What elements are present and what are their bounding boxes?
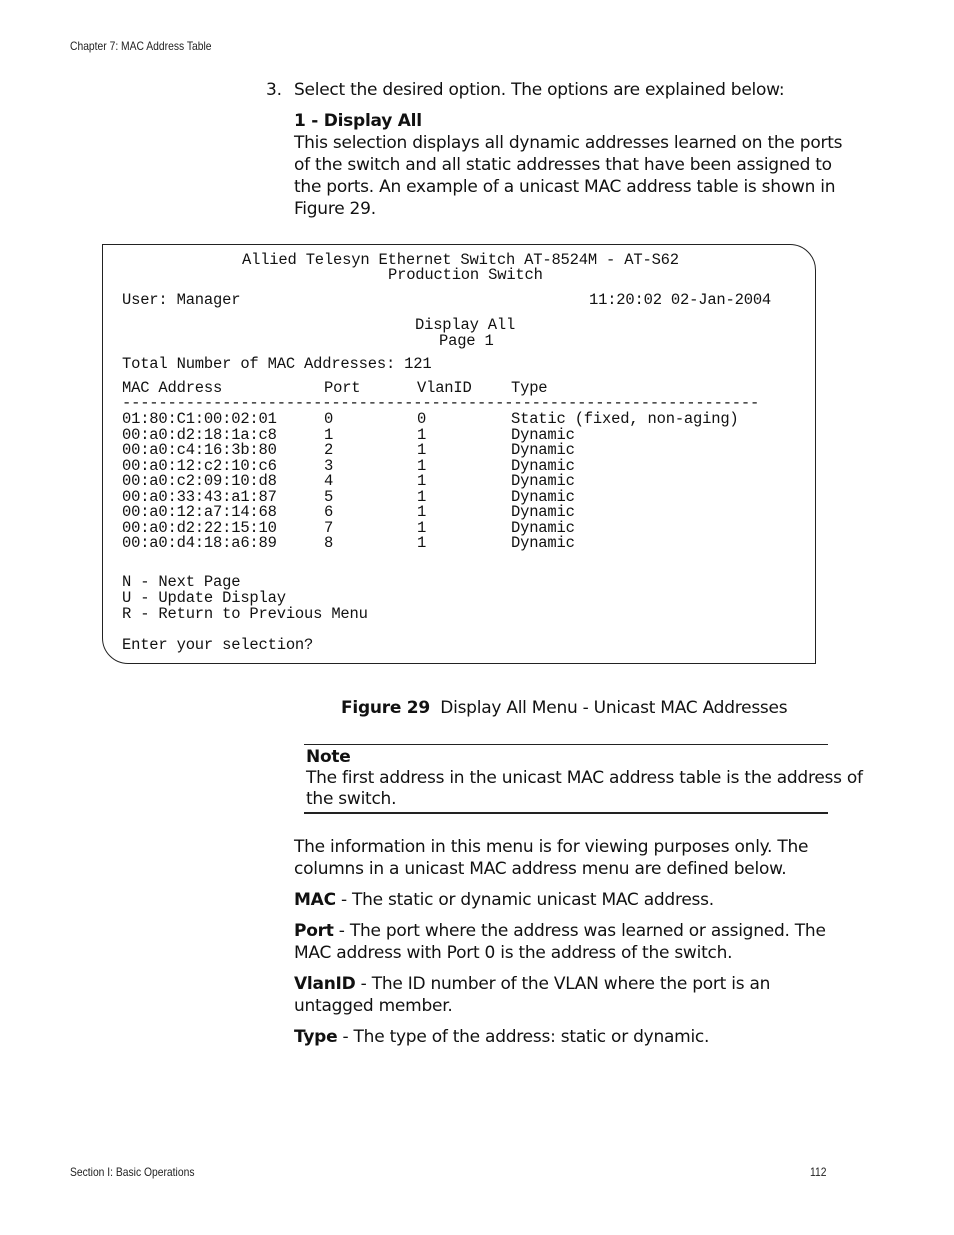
definition-desc: - The ID number of the VLAN where the port is an: [355, 974, 771, 994]
cell-vlan: 1: [417, 472, 427, 490]
terminal-menu-title: Display All: [415, 316, 516, 334]
cell-type: Dynamic: [511, 503, 575, 521]
cell-vlan: 1: [417, 487, 427, 506]
definitions-intro-line: The information in this menu is for viewing purposes only. The: [294, 837, 809, 857]
cell-port: 8: [324, 534, 334, 552]
cell-mac: 00:a0:12:c2:10:c6: [122, 456, 277, 475]
cell-port: 2: [324, 441, 334, 459]
cell-mac: 00:a0:d4:18:a6:89: [122, 534, 277, 552]
cell-type: Dynamic: [511, 472, 575, 490]
option-desc-line: the ports. An example of a unicast MAC address table is shown in: [294, 177, 836, 197]
note-text-line: The first address in the unicast MAC address table is the address of: [306, 768, 863, 788]
option-desc-line: This selection displays all dynamic addresses learned on the ports: [294, 133, 843, 153]
figure-label: Figure 29: [341, 698, 430, 718]
note-title: Note: [306, 747, 351, 767]
option-desc-line: of the switch and all static addresses that have been assigned to: [294, 155, 832, 175]
definition-desc: - The port where the address was learned or assigned. The: [333, 921, 826, 941]
cell-type: Dynamic: [511, 487, 575, 506]
cell-vlan: 1: [417, 503, 427, 521]
definition-type: [294, 1026, 709, 1048]
terminal-option: U - Update Display: [122, 589, 286, 607]
definition-term: Port: [294, 921, 334, 941]
cell-type: Dynamic: [511, 456, 575, 475]
definition-desc-line: untagged member.: [294, 996, 453, 1016]
terminal-separator: ----------------------------------------------------------------------: [122, 396, 760, 412]
cell-port: 6: [324, 503, 334, 521]
figure-caption-text: Display All Menu - Unicast MAC Addresses: [440, 698, 788, 718]
cell-port: 1: [324, 425, 334, 444]
terminal-option: R - Return to Previous Menu: [122, 605, 368, 623]
note-text-line: the switch.: [306, 789, 397, 809]
cell-port: 0: [324, 410, 334, 428]
page-number: 112: [810, 1165, 827, 1179]
cell-port: 3: [324, 456, 334, 475]
terminal-page: Page 1: [439, 332, 494, 350]
cell-vlan: 1: [417, 425, 427, 444]
definition-desc: - The type of the address: static or dynamic.: [337, 1027, 710, 1047]
terminal-option: N - Next Page: [122, 573, 241, 591]
cell-mac: 00:a0:c2:09:10:d8: [122, 472, 277, 490]
note-top-rule: [304, 744, 828, 745]
cell-mac: 00:a0:c4:16:3b:80: [122, 441, 277, 459]
definition-desc-line: MAC address with Port 0 is the address of the switch.: [294, 943, 733, 963]
cell-vlan: 0: [417, 410, 427, 428]
option-title: 1 - Display All: [294, 111, 422, 131]
column-header-type: Type: [511, 379, 548, 397]
cell-vlan: 1: [417, 456, 427, 475]
option-desc-line: Figure 29.: [294, 199, 376, 219]
cell-type: Dynamic: [511, 441, 575, 459]
terminal-title-line2: Production Switch: [388, 266, 543, 284]
step-number: 3.: [266, 80, 282, 100]
terminal-datetime: 11:20:02 02-Jan-2004: [589, 291, 772, 309]
definition-mac: [294, 889, 714, 911]
column-header-vlan: VlanID: [417, 379, 472, 397]
definitions-intro-line: columns in a unicast MAC address menu are defined below.: [294, 859, 787, 879]
definition-desc: - The static or dynamic unicast MAC address.: [335, 890, 714, 910]
running-header: Chapter 7: MAC Address Table: [70, 39, 212, 53]
cell-mac: 00:a0:d2:22:15:10: [122, 518, 277, 537]
cell-port: 4: [324, 472, 334, 490]
cell-mac: 00:a0:12:a7:14:68: [122, 503, 277, 521]
definition-port: [294, 920, 826, 942]
column-header-mac: MAC Address: [122, 379, 223, 397]
definition-term: VlanID: [294, 974, 356, 994]
cell-type: Static (fixed, non-aging): [511, 410, 739, 428]
cell-mac: 00:a0:d2:18:1a:c8: [122, 425, 277, 444]
column-header-port: Port: [324, 379, 361, 397]
definition-term: MAC: [294, 890, 336, 910]
cell-mac: 00:a0:33:43:a1:87: [122, 487, 277, 506]
cell-port: 7: [324, 518, 334, 537]
cell-type: Dynamic: [511, 534, 575, 552]
definition-term: Type: [294, 1027, 338, 1047]
cell-vlan: 1: [417, 518, 427, 537]
step-text: Select the desired option. The options are explained below:: [294, 80, 785, 100]
cell-port: 5: [324, 487, 334, 506]
cell-type: Dynamic: [511, 425, 575, 444]
figure-caption: [341, 697, 787, 719]
terminal-user: User: Manager: [122, 291, 241, 309]
cell-vlan: 1: [417, 441, 427, 459]
cell-type: Dynamic: [511, 518, 575, 537]
note-bottom-rule: [304, 812, 828, 814]
running-footer-section: Section I: Basic Operations: [70, 1165, 195, 1179]
terminal-title-line1: Allied Telesyn Ethernet Switch AT-8524M - AT-S62: [242, 251, 679, 269]
definition-vlanid: [294, 973, 770, 995]
cell-vlan: 1: [417, 534, 427, 552]
cell-mac: 01:80:C1:00:02:01: [122, 410, 277, 428]
terminal-total: Total Number of MAC Addresses: 121: [122, 355, 432, 373]
terminal-prompt: Enter your selection?: [122, 636, 314, 654]
